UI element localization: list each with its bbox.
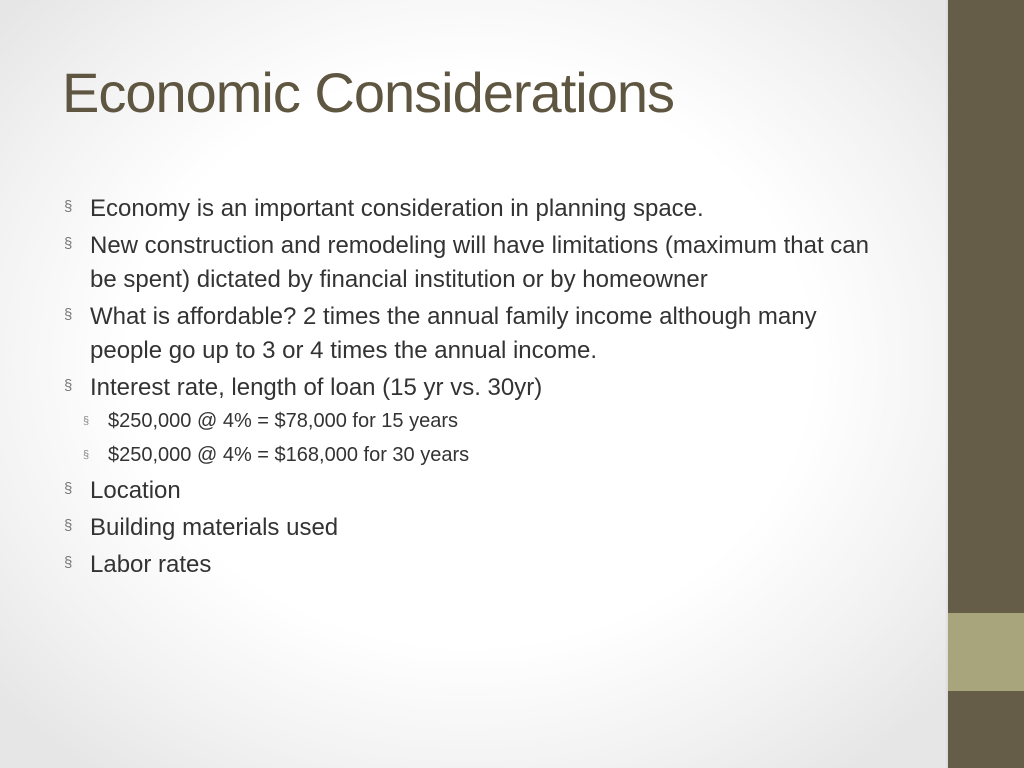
sub-bullet-text: $250,000 @ 4% = $78,000 for 15 years [108, 410, 458, 432]
bullet-text: Building materials used [90, 514, 339, 541]
bullet-item [62, 192, 892, 226]
bullet-marker-icon: § [64, 235, 73, 252]
sub-bullet-item [62, 440, 892, 470]
bullet-marker-icon: § [64, 377, 73, 394]
bullet-marker-icon: § [64, 198, 73, 215]
bullet-text: Location [90, 477, 181, 504]
sub-bullet-item [62, 406, 892, 436]
bullet-text: Interest rate, length of loan (15 yr vs. 30yr) [90, 374, 543, 401]
bullet-list [62, 192, 892, 585]
slide-title: Economic Considerations [62, 61, 674, 124]
bullet-item [62, 229, 892, 297]
bullet-marker-icon: § [64, 480, 73, 497]
bullet-marker-icon: § [64, 554, 73, 571]
bullet-text: New construction and remodeling will have limitations (maximum that can be spent) dictated by financial institution or by homeowner [90, 232, 869, 293]
bullet-item [62, 511, 892, 545]
bullet-text: Economy is an important consideration in planning space. [90, 195, 704, 222]
side-bar-accent-block [948, 613, 1024, 691]
bullet-text: What is affordable? 2 times the annual family income although many people go up to 3 or 4 times the annual income. [90, 303, 817, 364]
sub-bullet-marker-icon: § [83, 449, 90, 461]
bullet-item [62, 548, 892, 582]
bullet-item [62, 371, 892, 405]
bullet-item [62, 474, 892, 508]
bullet-marker-icon: § [64, 306, 73, 323]
sub-bullet-text: $250,000 @ 4% = $168,000 for 30 years [108, 444, 470, 466]
sub-bullet-marker-icon: § [83, 415, 90, 427]
bullet-item [62, 300, 892, 368]
bullet-marker-icon: § [64, 517, 73, 534]
bullet-text: Labor rates [90, 551, 212, 578]
